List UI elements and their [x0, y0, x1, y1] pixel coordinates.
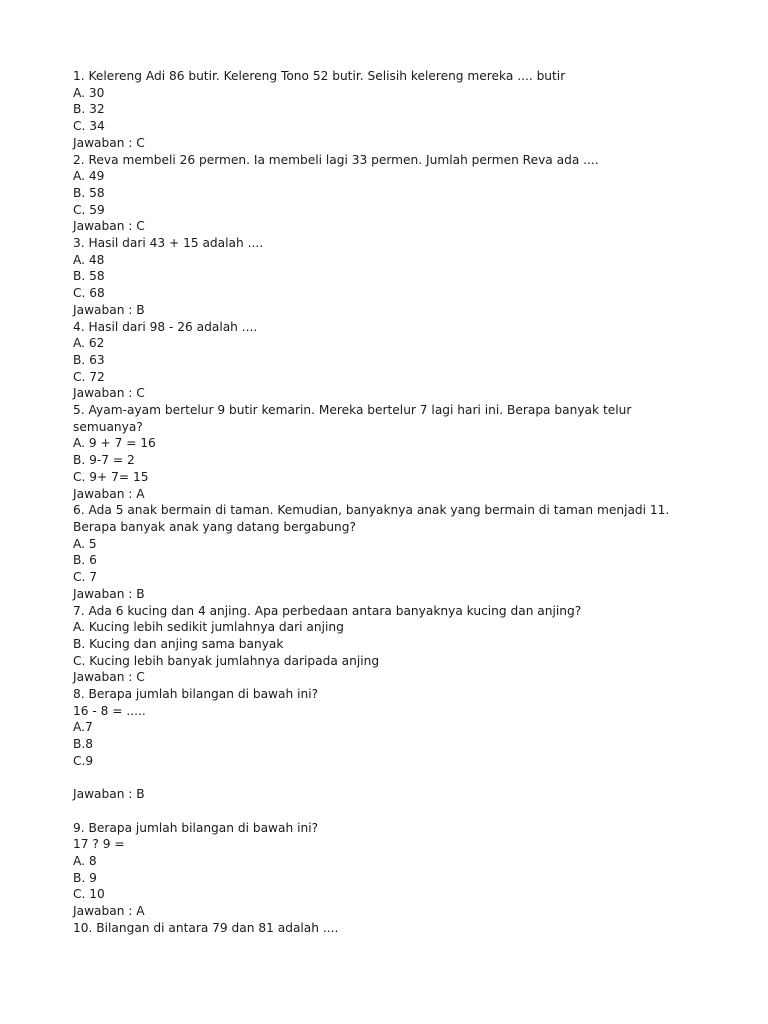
text-line: Berapa banyak anak yang datang bergabung? — [73, 519, 356, 534]
text-line: A. 5 — [73, 536, 97, 551]
text-line: C.9 — [73, 753, 94, 768]
text-line: A. 49 — [73, 169, 105, 184]
text-line: B. 6 — [73, 553, 97, 568]
text-line: C. 34 — [73, 119, 105, 134]
text-line: C. 72 — [73, 369, 105, 384]
text-line: A. 8 — [73, 854, 97, 869]
text-line: B. Kucing dan anjing sama banyak — [73, 636, 284, 651]
text-line: Jawaban : B — [73, 787, 145, 802]
text-line: B. 63 — [73, 352, 105, 367]
text-line: 9. Berapa jumlah bilangan di bawah ini? — [73, 820, 319, 835]
blank-line — [73, 803, 713, 820]
text-line: 7. Ada 6 kucing dan 4 anjing. Apa perbedaan antara banyaknya kucing dan anjing? — [73, 603, 582, 618]
quiz-text — [73, 68, 713, 937]
text-line: Jawaban : A — [73, 904, 145, 919]
text-line: 1. Kelereng Adi 86 butir. Kelereng Tono 52 butir. Selisih kelereng mereka .... butir — [73, 69, 566, 83]
text-line: 10. Bilangan di antara 79 dan 81 adalah .... — [73, 920, 339, 935]
text-line: 16 - 8 = ..... — [73, 703, 146, 718]
text-line: 17 ? 9 = — [73, 837, 125, 852]
text-line: Jawaban : A — [73, 486, 145, 501]
text-line: B. 32 — [73, 102, 105, 117]
text-line: B. 9 — [73, 870, 97, 885]
text-line: Jawaban : C — [73, 670, 145, 685]
text-line: C. 9+ 7= 15 — [73, 469, 149, 484]
text-line: A. 48 — [73, 252, 105, 267]
text-line: A. 62 — [73, 336, 105, 351]
text-line: C. 7 — [73, 570, 98, 585]
text-line: Jawaban : B — [73, 586, 145, 601]
text-line: C. 59 — [73, 202, 105, 217]
text-line: Jawaban : C — [73, 219, 145, 234]
text-line: semuanya? — [73, 419, 143, 434]
text-line: 2. Reva membeli 26 permen. Ia membeli lagi 33 permen. Jumlah permen Reva ada .... — [73, 152, 599, 167]
text-line: B.8 — [73, 737, 93, 752]
text-line: C. 10 — [73, 887, 105, 902]
text-line: A.7 — [73, 720, 93, 735]
text-line: 8. Berapa jumlah bilangan di bawah ini? — [73, 687, 319, 702]
text-line: A. 30 — [73, 85, 105, 100]
text-line: Jawaban : C — [73, 135, 145, 150]
text-line: 5. Ayam-ayam bertelur 9 butir kemarin. Mereka bertelur 7 lagi hari ini. Berapa banyak telur — [73, 403, 632, 418]
text-line: A. Kucing lebih sedikit jumlahnya dari anjing — [73, 620, 344, 635]
text-line: B. 58 — [73, 269, 105, 284]
text-line: C. 68 — [73, 286, 105, 301]
text-line: B. 9-7 = 2 — [73, 453, 135, 468]
text-line: 4. Hasil dari 98 - 26 adalah .... — [73, 319, 258, 334]
text-line: C. Kucing lebih banyak jumlahnya daripada anjing — [73, 653, 380, 668]
text-line: 6. Ada 5 anak bermain di taman. Kemudian, banyaknya anak yang bermain di taman menjadi 11. — [73, 503, 670, 518]
text-line: Jawaban : C — [73, 386, 145, 401]
text-line: 3. Hasil dari 43 + 15 adalah .... — [73, 236, 264, 251]
text-line: A. 9 + 7 = 16 — [73, 436, 156, 451]
text-line: B. 58 — [73, 185, 105, 200]
text-line: Jawaban : B — [73, 302, 145, 317]
blank-line — [73, 770, 713, 787]
